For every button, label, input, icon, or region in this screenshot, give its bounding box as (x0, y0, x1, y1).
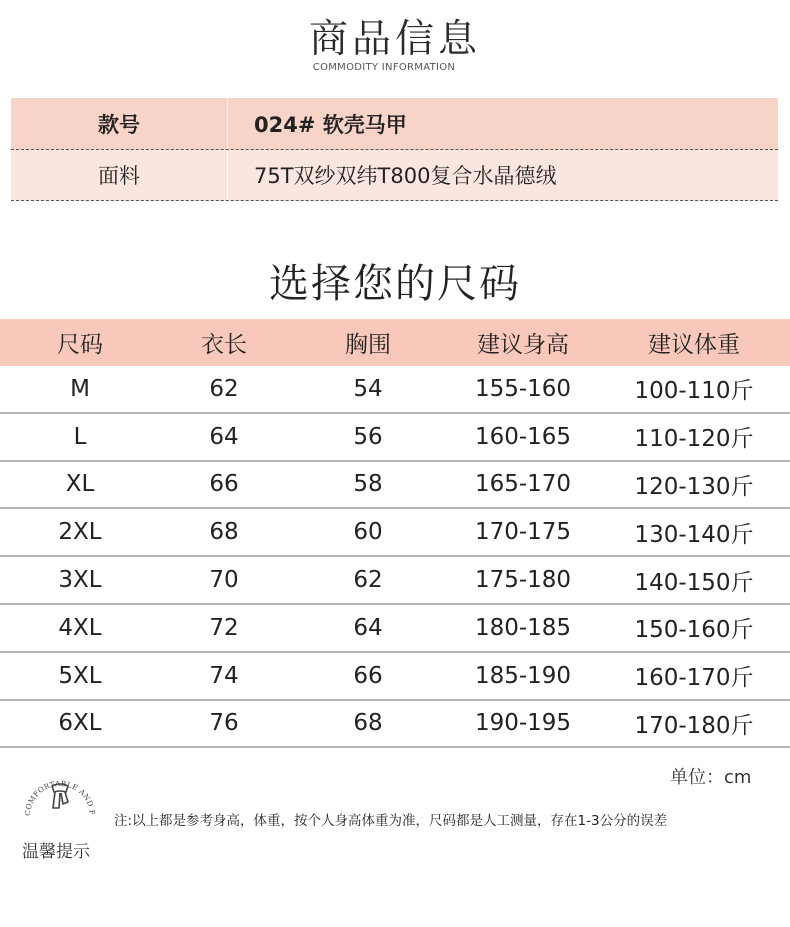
table-cell: 110-120斤 (634, 426, 754, 453)
table-cell: 58 (353, 471, 383, 498)
product-info-table (11, 98, 778, 201)
table-row (0, 557, 790, 605)
table-row (0, 366, 790, 414)
table-cell: 6XL (58, 710, 102, 737)
tips-label: 温馨提示 (22, 842, 90, 862)
table-cell: 160-170斤 (634, 665, 754, 692)
info-value-style: 024# 软壳马甲 (254, 112, 407, 137)
table-cell: 76 (209, 710, 239, 737)
column-header: 建议身高 (477, 332, 569, 358)
table-row (0, 509, 790, 557)
table-cell: 64 (353, 614, 383, 641)
table-cell: 150-160斤 (634, 617, 754, 644)
badge-arc-text: COMFORTABLE AND F (22, 778, 98, 817)
table-cell: 68 (209, 519, 239, 546)
table-cell: 180-185 (474, 614, 572, 641)
table-cell: 54 (353, 375, 383, 402)
table-cell: 4XL (58, 614, 102, 641)
table-cell: 160-165 (474, 423, 572, 450)
table-cell: 64 (209, 423, 239, 450)
table-cell: 70 (209, 567, 239, 594)
table-row (0, 701, 790, 749)
table-cell: 62 (209, 375, 239, 402)
table-cell: 66 (209, 471, 239, 498)
table-cell: 170-175 (474, 519, 572, 546)
table-cell: 72 (209, 614, 239, 641)
table-cell: 66 (353, 662, 383, 689)
info-row-fabric (11, 150, 778, 201)
table-cell: 130-140斤 (634, 521, 754, 548)
page-title: 商品信息 (308, 17, 481, 62)
table-cell: 120-130斤 (634, 473, 754, 500)
table-row (0, 462, 790, 510)
column-header: 尺码 (57, 332, 103, 358)
info-label-fabric: 面料 (11, 150, 228, 200)
table-cell: L (73, 423, 87, 450)
table-row (0, 653, 790, 701)
size-table-body (0, 366, 790, 748)
info-value-fabric: 75T双纱双纬T800复合水晶德绒 (254, 164, 557, 188)
measurement-note: 注:以上都是参考身高，体重，按个人身高体重为准，尺码都是人工测量，存在1-3公分的误差 (114, 813, 668, 829)
table-cell: 100-110斤 (634, 378, 754, 405)
table-cell: M (70, 375, 90, 402)
column-header: 建议体重 (648, 332, 740, 358)
table-row (0, 605, 790, 653)
table-cell: 3XL (58, 567, 102, 594)
table-cell: 140-150斤 (634, 569, 754, 596)
size-table (0, 319, 790, 748)
table-cell: 68 (353, 710, 383, 737)
table-row (0, 414, 790, 462)
column-header: 胸围 (345, 332, 391, 358)
unit-label: 单位：cm (670, 767, 752, 788)
table-cell: 2XL (58, 519, 102, 546)
table-cell: 185-190 (474, 662, 572, 689)
table-cell: 74 (209, 662, 239, 689)
table-cell: 5XL (58, 662, 102, 689)
table-cell: XL (65, 471, 95, 498)
table-cell: 170-180斤 (634, 712, 754, 739)
page-subtitle: COMMODITY INFORMATION (312, 62, 456, 73)
table-cell: 62 (353, 567, 383, 594)
table-cell: 165-170 (474, 471, 572, 498)
size-section-title: 选择您的尺码 (269, 261, 521, 307)
column-header: 衣长 (201, 332, 247, 358)
info-row-style (11, 98, 778, 150)
table-cell: 155-160 (474, 375, 572, 402)
table-cell: 60 (353, 519, 383, 546)
table-cell: 190-195 (474, 710, 572, 737)
info-label-style: 款号 (11, 98, 228, 149)
size-table-header (0, 319, 790, 366)
table-cell: 175-180 (474, 567, 572, 594)
table-cell: 56 (353, 423, 383, 450)
comfortable-fashionable-badge (18, 758, 102, 828)
